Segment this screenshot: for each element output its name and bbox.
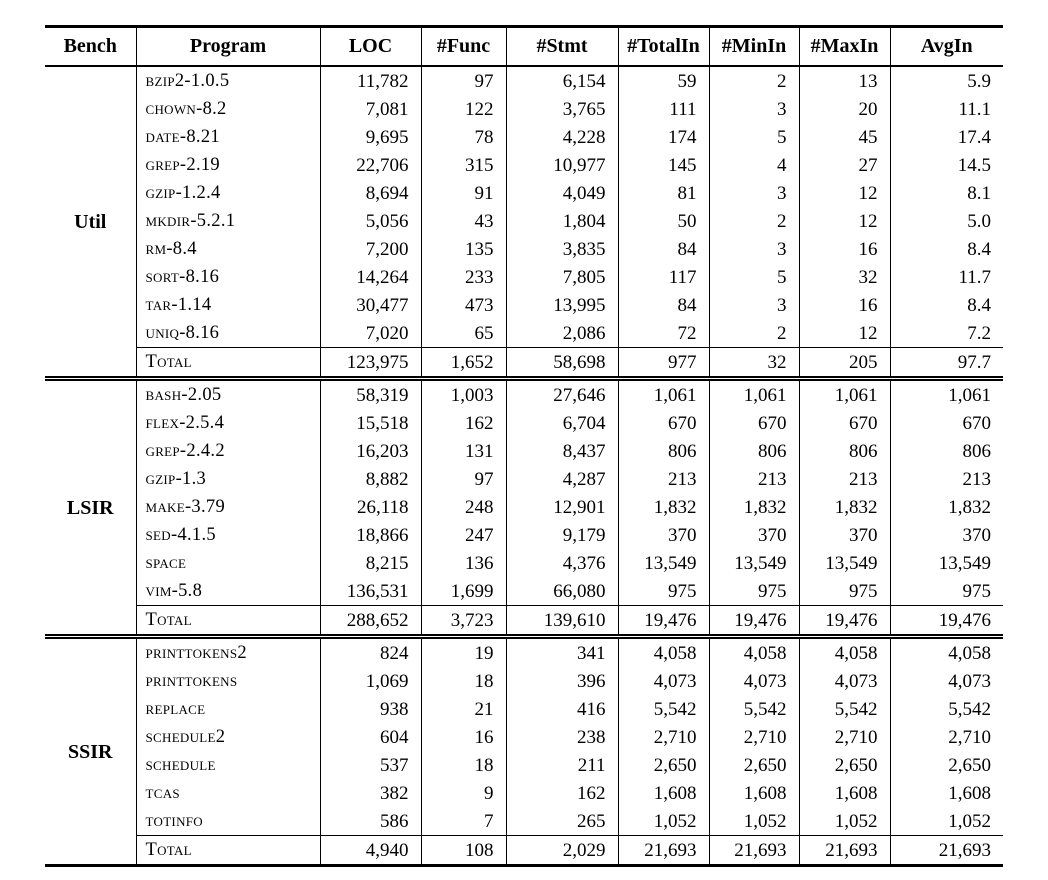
value-cell: 13,549 <box>618 549 709 577</box>
bench-label: LSIR <box>45 379 136 637</box>
value-cell: 1,061 <box>618 379 709 410</box>
value-cell: 8.4 <box>890 291 1003 319</box>
value-cell: 806 <box>709 437 799 465</box>
total-label: Total <box>136 606 320 637</box>
value-cell: 4,049 <box>506 179 618 207</box>
program-name: date-8.21 <box>136 123 320 151</box>
table-row <box>45 235 1003 263</box>
total-value-cell: 108 <box>421 836 506 866</box>
table-row <box>45 437 1003 465</box>
value-cell: 670 <box>618 409 709 437</box>
value-cell: 2,710 <box>890 723 1003 751</box>
total-value-cell: 139,610 <box>506 606 618 637</box>
total-value-cell: 4,940 <box>320 836 421 866</box>
value-cell: 247 <box>421 521 506 549</box>
value-cell: 5,542 <box>890 695 1003 723</box>
column-header-avgin: AvgIn <box>890 27 1003 67</box>
program-name: rm-8.4 <box>136 235 320 263</box>
table-row <box>45 493 1003 521</box>
table-row <box>45 179 1003 207</box>
value-cell: 4,073 <box>799 667 890 695</box>
bench-label: SSIR <box>45 637 136 866</box>
value-cell: 15,518 <box>320 409 421 437</box>
value-cell: 97 <box>421 66 506 95</box>
table-row <box>45 66 1003 95</box>
value-cell: 22,706 <box>320 151 421 179</box>
value-cell: 213 <box>618 465 709 493</box>
value-cell: 370 <box>709 521 799 549</box>
value-cell: 265 <box>506 807 618 836</box>
value-cell: 3 <box>709 95 799 123</box>
program-name: grep-2.4.2 <box>136 437 320 465</box>
column-header-maxin: #MaxIn <box>799 27 890 67</box>
value-cell: 1,608 <box>890 779 1003 807</box>
value-cell: 1,052 <box>799 807 890 836</box>
value-cell: 2,710 <box>709 723 799 751</box>
table-row <box>45 379 1003 410</box>
value-cell: 16 <box>799 291 890 319</box>
total-value-cell: 1,652 <box>421 348 506 379</box>
program-name: replace <box>136 695 320 723</box>
value-cell: 4,073 <box>890 667 1003 695</box>
value-cell: 97 <box>421 465 506 493</box>
value-cell: 238 <box>506 723 618 751</box>
value-cell: 806 <box>799 437 890 465</box>
value-cell: 213 <box>709 465 799 493</box>
value-cell: 16,203 <box>320 437 421 465</box>
table-row <box>45 637 1003 668</box>
program-name: space <box>136 549 320 577</box>
value-cell: 162 <box>506 779 618 807</box>
total-label: Total <box>136 348 320 379</box>
value-cell: 370 <box>618 521 709 549</box>
value-cell: 6,704 <box>506 409 618 437</box>
total-label: Total <box>136 836 320 866</box>
value-cell: 4,058 <box>618 637 709 668</box>
value-cell: 11.1 <box>890 95 1003 123</box>
value-cell: 806 <box>618 437 709 465</box>
total-row <box>45 836 1003 866</box>
value-cell: 14,264 <box>320 263 421 291</box>
value-cell: 65 <box>421 319 506 348</box>
value-cell: 135 <box>421 235 506 263</box>
value-cell: 5 <box>709 123 799 151</box>
value-cell: 13,995 <box>506 291 618 319</box>
value-cell: 670 <box>709 409 799 437</box>
value-cell: 2,710 <box>799 723 890 751</box>
value-cell: 975 <box>890 577 1003 606</box>
value-cell: 58,319 <box>320 379 421 410</box>
value-cell: 17.4 <box>890 123 1003 151</box>
table-row <box>45 807 1003 836</box>
value-cell: 1,699 <box>421 577 506 606</box>
value-cell: 11,782 <box>320 66 421 95</box>
value-cell: 10,977 <box>506 151 618 179</box>
value-cell: 162 <box>421 409 506 437</box>
program-name: schedule <box>136 751 320 779</box>
value-cell: 7,081 <box>320 95 421 123</box>
total-row <box>45 348 1003 379</box>
value-cell: 26,118 <box>320 493 421 521</box>
program-name: sort-8.16 <box>136 263 320 291</box>
program-name: totinfo <box>136 807 320 836</box>
table-row <box>45 723 1003 751</box>
table-row <box>45 779 1003 807</box>
value-cell: 6,154 <box>506 66 618 95</box>
value-cell: 9,179 <box>506 521 618 549</box>
value-cell: 4,058 <box>890 637 1003 668</box>
table-row <box>45 207 1003 235</box>
total-value-cell: 21,693 <box>618 836 709 866</box>
table-row <box>45 151 1003 179</box>
total-value-cell: 19,476 <box>890 606 1003 637</box>
value-cell: 21 <box>421 695 506 723</box>
value-cell: 3,835 <box>506 235 618 263</box>
column-header-totalin: #TotalIn <box>618 27 709 67</box>
value-cell: 1,804 <box>506 207 618 235</box>
value-cell: 20 <box>799 95 890 123</box>
value-cell: 18,866 <box>320 521 421 549</box>
value-cell: 4,287 <box>506 465 618 493</box>
total-value-cell: 205 <box>799 348 890 379</box>
value-cell: 18 <box>421 667 506 695</box>
value-cell: 19 <box>421 637 506 668</box>
header-row <box>45 27 1003 67</box>
value-cell: 13 <box>799 66 890 95</box>
value-cell: 5.0 <box>890 207 1003 235</box>
value-cell: 248 <box>421 493 506 521</box>
value-cell: 1,069 <box>320 667 421 695</box>
value-cell: 111 <box>618 95 709 123</box>
column-header-program: Program <box>136 27 320 67</box>
program-name: make-3.79 <box>136 493 320 521</box>
value-cell: 670 <box>799 409 890 437</box>
value-cell: 13,549 <box>890 549 1003 577</box>
program-name: bash-2.05 <box>136 379 320 410</box>
value-cell: 4,058 <box>709 637 799 668</box>
value-cell: 14.5 <box>890 151 1003 179</box>
value-cell: 213 <box>799 465 890 493</box>
value-cell: 1,832 <box>799 493 890 521</box>
total-value-cell: 19,476 <box>709 606 799 637</box>
value-cell: 81 <box>618 179 709 207</box>
value-cell: 8,215 <box>320 549 421 577</box>
value-cell: 30,477 <box>320 291 421 319</box>
value-cell: 4,073 <box>709 667 799 695</box>
value-cell: 7,020 <box>320 319 421 348</box>
value-cell: 5,542 <box>709 695 799 723</box>
value-cell: 16 <box>421 723 506 751</box>
table-row <box>45 549 1003 577</box>
total-value-cell: 288,652 <box>320 606 421 637</box>
value-cell: 370 <box>890 521 1003 549</box>
value-cell: 5 <box>709 263 799 291</box>
total-value-cell: 19,476 <box>618 606 709 637</box>
value-cell: 84 <box>618 291 709 319</box>
value-cell: 938 <box>320 695 421 723</box>
value-cell: 2,650 <box>890 751 1003 779</box>
value-cell: 315 <box>421 151 506 179</box>
value-cell: 11.7 <box>890 263 1003 291</box>
value-cell: 7 <box>421 807 506 836</box>
value-cell: 3 <box>709 179 799 207</box>
value-cell: 174 <box>618 123 709 151</box>
value-cell: 975 <box>618 577 709 606</box>
value-cell: 84 <box>618 235 709 263</box>
value-cell: 7.2 <box>890 319 1003 348</box>
total-value-cell: 21,693 <box>799 836 890 866</box>
value-cell: 72 <box>618 319 709 348</box>
value-cell: 136 <box>421 549 506 577</box>
program-name: schedule2 <box>136 723 320 751</box>
total-value-cell: 32 <box>709 348 799 379</box>
value-cell: 1,832 <box>618 493 709 521</box>
value-cell: 5,542 <box>799 695 890 723</box>
value-cell: 8,437 <box>506 437 618 465</box>
total-value-cell: 19,476 <box>799 606 890 637</box>
table-row <box>45 577 1003 606</box>
program-name: flex-2.5.4 <box>136 409 320 437</box>
value-cell: 66,080 <box>506 577 618 606</box>
value-cell: 1,832 <box>709 493 799 521</box>
value-cell: 8,882 <box>320 465 421 493</box>
table-row <box>45 291 1003 319</box>
value-cell: 2 <box>709 66 799 95</box>
value-cell: 8.4 <box>890 235 1003 263</box>
value-cell: 2,650 <box>799 751 890 779</box>
value-cell: 4,058 <box>799 637 890 668</box>
value-cell: 50 <box>618 207 709 235</box>
value-cell: 382 <box>320 779 421 807</box>
value-cell: 1,061 <box>799 379 890 410</box>
value-cell: 145 <box>618 151 709 179</box>
value-cell: 5,056 <box>320 207 421 235</box>
program-name: grep-2.19 <box>136 151 320 179</box>
group-util <box>45 66 1003 379</box>
value-cell: 604 <box>320 723 421 751</box>
value-cell: 2,650 <box>618 751 709 779</box>
value-cell: 341 <box>506 637 618 668</box>
total-value-cell: 123,975 <box>320 348 421 379</box>
table-row <box>45 521 1003 549</box>
value-cell: 824 <box>320 637 421 668</box>
program-name: tcas <box>136 779 320 807</box>
program-name: printtokens2 <box>136 637 320 668</box>
column-header-loc: LOC <box>320 27 421 67</box>
value-cell: 5,542 <box>618 695 709 723</box>
column-header-bench: Bench <box>45 27 136 67</box>
program-name: gzip-1.3 <box>136 465 320 493</box>
value-cell: 2 <box>709 319 799 348</box>
program-name: uniq-8.16 <box>136 319 320 348</box>
value-cell: 117 <box>618 263 709 291</box>
value-cell: 1,052 <box>890 807 1003 836</box>
value-cell: 4 <box>709 151 799 179</box>
table-row <box>45 751 1003 779</box>
value-cell: 3,765 <box>506 95 618 123</box>
value-cell: 18 <box>421 751 506 779</box>
value-cell: 2,086 <box>506 319 618 348</box>
value-cell: 1,608 <box>618 779 709 807</box>
value-cell: 5.9 <box>890 66 1003 95</box>
table-row <box>45 263 1003 291</box>
value-cell: 2 <box>709 207 799 235</box>
value-cell: 370 <box>799 521 890 549</box>
value-cell: 32 <box>799 263 890 291</box>
value-cell: 13,549 <box>799 549 890 577</box>
value-cell: 416 <box>506 695 618 723</box>
value-cell: 131 <box>421 437 506 465</box>
value-cell: 2,650 <box>709 751 799 779</box>
table-row <box>45 123 1003 151</box>
value-cell: 12 <box>799 319 890 348</box>
program-name: tar-1.14 <box>136 291 320 319</box>
value-cell: 7,805 <box>506 263 618 291</box>
total-value-cell: 2,029 <box>506 836 618 866</box>
column-header-func: #Func <box>421 27 506 67</box>
total-value-cell: 58,698 <box>506 348 618 379</box>
value-cell: 27,646 <box>506 379 618 410</box>
value-cell: 13,549 <box>709 549 799 577</box>
total-value-cell: 977 <box>618 348 709 379</box>
table-row <box>45 319 1003 348</box>
paper-page <box>45 25 1003 867</box>
benchmark-table <box>45 25 1003 867</box>
column-header-minin: #MinIn <box>709 27 799 67</box>
table-header <box>45 27 1003 67</box>
value-cell: 3 <box>709 291 799 319</box>
column-header-stmt: #Stmt <box>506 27 618 67</box>
program-name: bzip2-1.0.5 <box>136 66 320 95</box>
value-cell: 806 <box>890 437 1003 465</box>
program-name: printtokens <box>136 667 320 695</box>
value-cell: 1,832 <box>890 493 1003 521</box>
value-cell: 1,608 <box>799 779 890 807</box>
program-name: gzip-1.2.4 <box>136 179 320 207</box>
value-cell: 7,200 <box>320 235 421 263</box>
value-cell: 43 <box>421 207 506 235</box>
value-cell: 12 <box>799 207 890 235</box>
table-row <box>45 695 1003 723</box>
program-name: vim-5.8 <box>136 577 320 606</box>
value-cell: 78 <box>421 123 506 151</box>
value-cell: 136,531 <box>320 577 421 606</box>
bench-label: Util <box>45 66 136 379</box>
table-row <box>45 667 1003 695</box>
table-row <box>45 95 1003 123</box>
value-cell: 122 <box>421 95 506 123</box>
value-cell: 9 <box>421 779 506 807</box>
value-cell: 8,694 <box>320 179 421 207</box>
value-cell: 1,061 <box>890 379 1003 410</box>
value-cell: 586 <box>320 807 421 836</box>
program-name: chown-8.2 <box>136 95 320 123</box>
program-name: sed-4.1.5 <box>136 521 320 549</box>
group-lsir <box>45 379 1003 637</box>
value-cell: 975 <box>709 577 799 606</box>
value-cell: 27 <box>799 151 890 179</box>
group-ssir <box>45 637 1003 866</box>
value-cell: 233 <box>421 263 506 291</box>
value-cell: 8.1 <box>890 179 1003 207</box>
value-cell: 537 <box>320 751 421 779</box>
total-value-cell: 21,693 <box>890 836 1003 866</box>
value-cell: 9,695 <box>320 123 421 151</box>
value-cell: 12 <box>799 179 890 207</box>
value-cell: 1,003 <box>421 379 506 410</box>
value-cell: 396 <box>506 667 618 695</box>
value-cell: 1,608 <box>709 779 799 807</box>
value-cell: 3 <box>709 235 799 263</box>
table-row <box>45 465 1003 493</box>
value-cell: 4,073 <box>618 667 709 695</box>
table-row <box>45 409 1003 437</box>
value-cell: 1,052 <box>618 807 709 836</box>
value-cell: 4,228 <box>506 123 618 151</box>
value-cell: 12,901 <box>506 493 618 521</box>
total-value-cell: 21,693 <box>709 836 799 866</box>
value-cell: 211 <box>506 751 618 779</box>
value-cell: 213 <box>890 465 1003 493</box>
total-value-cell: 3,723 <box>421 606 506 637</box>
total-row <box>45 606 1003 637</box>
value-cell: 45 <box>799 123 890 151</box>
value-cell: 1,052 <box>709 807 799 836</box>
value-cell: 473 <box>421 291 506 319</box>
value-cell: 16 <box>799 235 890 263</box>
total-value-cell: 97.7 <box>890 348 1003 379</box>
value-cell: 59 <box>618 66 709 95</box>
value-cell: 2,710 <box>618 723 709 751</box>
value-cell: 670 <box>890 409 1003 437</box>
program-name: mkdir-5.2.1 <box>136 207 320 235</box>
value-cell: 975 <box>799 577 890 606</box>
value-cell: 1,061 <box>709 379 799 410</box>
value-cell: 4,376 <box>506 549 618 577</box>
value-cell: 91 <box>421 179 506 207</box>
